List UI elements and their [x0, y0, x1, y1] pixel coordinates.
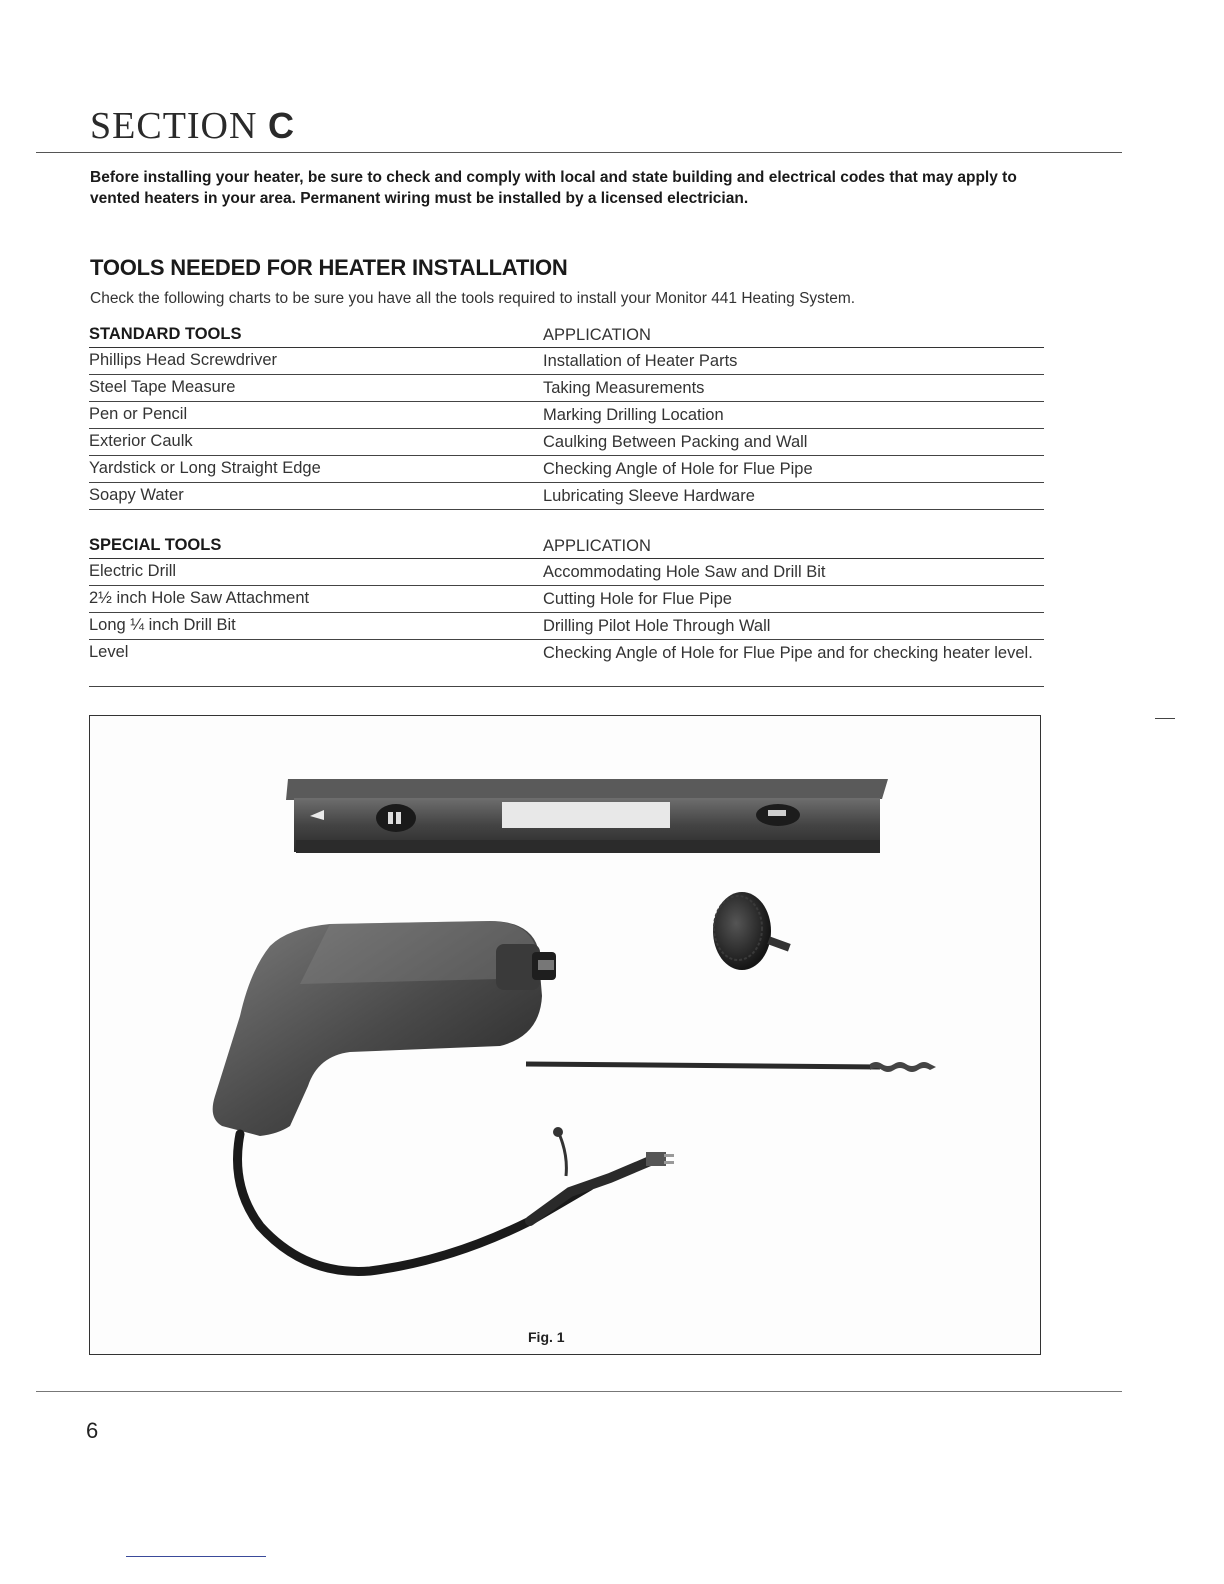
tool-cell: Level [89, 643, 129, 661]
tool-cell: Electric Drill [89, 562, 177, 580]
scan-mark [1155, 718, 1175, 719]
application-cell: Lubricating Sleeve Hardware [543, 487, 755, 505]
table-row [89, 402, 1044, 429]
application-cell: Taking Measurements [543, 379, 705, 397]
section-letter: C [267, 105, 295, 146]
application-cell: Accommodating Hole Saw and Drill Bit [543, 563, 826, 581]
table-row [89, 640, 1044, 687]
table-row [89, 456, 1044, 483]
bottom-rule [36, 1391, 1122, 1392]
figure-tools-photo [89, 715, 1041, 1355]
tool-cell: Soapy Water [89, 486, 184, 504]
level-image [286, 779, 888, 853]
application-cell: Checking Angle of Hole for Flue Pipe and for checking heater level. [543, 644, 1033, 662]
application-cell: Drilling Pilot Hole Through Wall [543, 617, 771, 635]
column-header-application: APPLICATION [543, 325, 651, 344]
special-tools-table [89, 533, 1044, 687]
tool-cell: Yardstick or Long Straight Edge [89, 459, 321, 477]
table-row [89, 348, 1044, 375]
table-header [89, 533, 1044, 559]
standard-tools-table [89, 322, 1044, 510]
tools-heading: TOOLS NEEDED FOR HEATER INSTALLATION [90, 255, 568, 280]
tool-cell: Long ¼ inch Drill Bit [89, 616, 236, 634]
application-cell: Caulking Between Packing and Wall [543, 433, 808, 451]
application-cell: Installation of Heater Parts [543, 352, 738, 370]
page-number: 6 [86, 1418, 99, 1443]
application-cell: Marking Drilling Location [543, 406, 724, 424]
section-title: SECTION C [90, 105, 295, 147]
application-cell: Checking Angle of Hole for Flue Pipe [543, 460, 813, 478]
top-rule [36, 152, 1122, 153]
tool-cell: 2½ inch Hole Saw Attachment [89, 589, 310, 607]
table-row [89, 429, 1044, 456]
tools-intro: Check the following charts to be sure you have all the tools required to install your Monitor 441 Heating System. [90, 290, 856, 307]
tool-cell: Pen or Pencil [89, 405, 188, 423]
tool-cell: Steel Tape Measure [89, 378, 236, 396]
column-header-tool: SPECIAL TOOLS [89, 536, 222, 554]
tools-illustration [90, 716, 1042, 1356]
drill-bit-image [526, 1062, 936, 1072]
intro-paragraph: Before installing your heater, be sure to check and comply with local and state building and electrical codes that may apply to vented heaters in your area. Permanent wiring must be installed by a licensed electrician. [90, 169, 1017, 207]
tool-cell: Exterior Caulk [89, 432, 193, 450]
column-header-application: APPLICATION [543, 536, 651, 555]
scan-artifact-line [126, 1556, 266, 1557]
table-row [89, 613, 1044, 640]
electric-drill-image [213, 921, 674, 1271]
figure-caption: Fig. 1 [528, 1329, 565, 1345]
table-row [89, 586, 1044, 613]
table-header [89, 322, 1044, 348]
table-row [89, 375, 1044, 402]
tool-cell: Phillips Head Screwdriver [89, 351, 277, 369]
table-row [89, 559, 1044, 586]
hole-saw-image [713, 892, 791, 970]
table-row [89, 483, 1044, 510]
application-cell: Cutting Hole for Flue Pipe [543, 590, 732, 608]
column-header-tool: STANDARD TOOLS [89, 325, 242, 343]
